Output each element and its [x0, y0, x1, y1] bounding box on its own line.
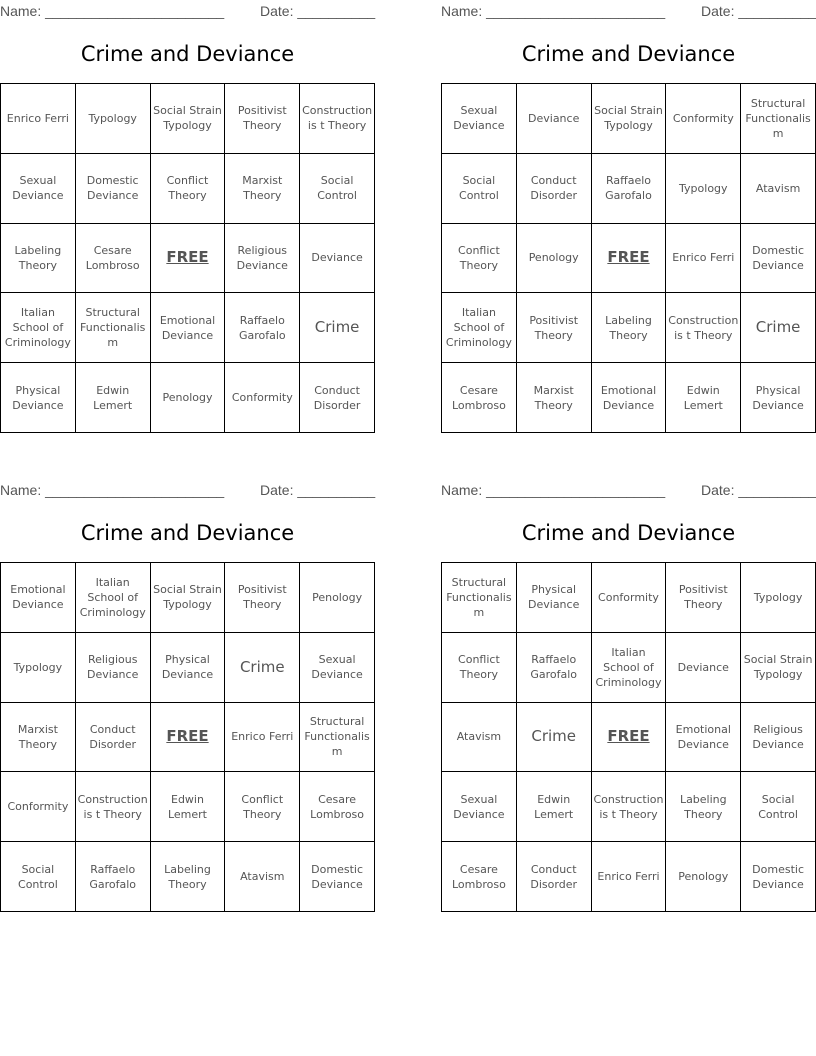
- bingo-cell: Social Control: [1, 842, 76, 912]
- bingo-cell: Emotional Deviance: [666, 703, 741, 773]
- bingo-cell: Typology: [1, 633, 76, 703]
- free-space-cell: FREE: [151, 703, 226, 773]
- bingo-cell: Typology: [76, 84, 151, 154]
- bingo-cell: Positivist Theory: [666, 563, 741, 633]
- bingo-grid: [0, 83, 375, 433]
- bingo-cell: Crime: [741, 293, 816, 363]
- bingo-cell: Italian School of Criminology: [76, 563, 151, 633]
- bingo-cell: Edwin Lemert: [76, 363, 151, 433]
- bingo-cell: Social Strain Typology: [741, 633, 816, 703]
- bingo-cell: Crime: [517, 703, 592, 773]
- card-title: Crime and Deviance: [521, 521, 736, 545]
- name-field: Name: _______________________: [0, 3, 225, 19]
- bingo-card-4: [441, 479, 816, 891]
- bingo-cell: Social Strain Typology: [592, 84, 667, 154]
- bingo-cell: Marxist Theory: [517, 363, 592, 433]
- bingo-cell: Typology: [741, 563, 816, 633]
- date-field: Date: __________: [701, 3, 816, 19]
- bingo-cell: Conformity: [225, 363, 300, 433]
- bingo-cell: Raffaelo Garofalo: [592, 154, 667, 224]
- bingo-cell: Physical Deviance: [1, 363, 76, 433]
- free-space-cell: FREE: [151, 224, 226, 294]
- bingo-cell: Penology: [666, 842, 741, 912]
- bingo-card-1: [0, 0, 376, 412]
- bingo-cell: Conformity: [1, 772, 76, 842]
- bingo-cell: Structural Functionalism: [442, 563, 517, 633]
- bingo-cell: Conduct Disorder: [517, 842, 592, 912]
- bingo-cell: Cesare Lombroso: [442, 842, 517, 912]
- bingo-cell: Raffaelo Garofalo: [225, 293, 300, 363]
- bingo-cell: Atavism: [225, 842, 300, 912]
- bingo-cell: Structural Functionalism: [300, 703, 375, 773]
- bingo-cell: Emotional Deviance: [592, 363, 667, 433]
- bingo-cell: Labeling Theory: [666, 772, 741, 842]
- bingo-cell: Enrico Ferri: [1, 84, 76, 154]
- card-header: [0, 0, 375, 22]
- bingo-cell: Conduct Disorder: [300, 363, 375, 433]
- card-title: Crime and Deviance: [80, 521, 295, 545]
- bingo-cell: Enrico Ferri: [666, 224, 741, 294]
- bingo-cell: Italian School of Criminology: [442, 293, 517, 363]
- bingo-cell: Marxist Theory: [225, 154, 300, 224]
- bingo-cell: Enrico Ferri: [225, 703, 300, 773]
- bingo-cell: Raffaelo Garofalo: [517, 633, 592, 703]
- bingo-cell: Domestic Deviance: [300, 842, 375, 912]
- bingo-cell: Deviance: [300, 224, 375, 294]
- bingo-cell: Emotional Deviance: [1, 563, 76, 633]
- bingo-cell: Physical Deviance: [517, 563, 592, 633]
- bingo-cell: Constructionis t Theory: [666, 293, 741, 363]
- bingo-cell: Conflict Theory: [442, 224, 517, 294]
- bingo-grid: [441, 562, 816, 912]
- card-header: [441, 0, 816, 22]
- bingo-cell: Sexual Deviance: [1, 154, 76, 224]
- bingo-cell: Conflict Theory: [442, 633, 517, 703]
- bingo-cell: Sexual Deviance: [442, 772, 517, 842]
- card-header: [441, 479, 816, 501]
- free-space-cell: FREE: [592, 703, 667, 773]
- card-title: Crime and Deviance: [521, 42, 736, 66]
- bingo-cell: Conformity: [592, 563, 667, 633]
- bingo-cell: Structural Functionalism: [741, 84, 816, 154]
- bingo-cell: Domestic Deviance: [741, 224, 816, 294]
- bingo-cell: Enrico Ferri: [592, 842, 667, 912]
- bingo-cell: Religious Deviance: [76, 633, 151, 703]
- bingo-cell: Penology: [517, 224, 592, 294]
- bingo-cell: Structural Functionalism: [76, 293, 151, 363]
- bingo-cell: Sexual Deviance: [300, 633, 375, 703]
- bingo-cell: Edwin Lemert: [666, 363, 741, 433]
- bingo-cell: Domestic Deviance: [741, 842, 816, 912]
- bingo-cell: Conduct Disorder: [517, 154, 592, 224]
- bingo-cell: Social Control: [442, 154, 517, 224]
- bingo-grid: [441, 83, 816, 433]
- bingo-cell: Physical Deviance: [741, 363, 816, 433]
- bingo-cell: Emotional Deviance: [151, 293, 226, 363]
- bingo-cell: Marxist Theory: [1, 703, 76, 773]
- bingo-cell: Labeling Theory: [1, 224, 76, 294]
- bingo-cell: Cesare Lombroso: [442, 363, 517, 433]
- bingo-cell: Domestic Deviance: [76, 154, 151, 224]
- bingo-cell: Religious Deviance: [225, 224, 300, 294]
- bingo-cell: Atavism: [741, 154, 816, 224]
- bingo-cell: Penology: [151, 363, 226, 433]
- bingo-cell: Positivist Theory: [225, 563, 300, 633]
- bingo-cell: Conformity: [666, 84, 741, 154]
- bingo-cell: Positivist Theory: [225, 84, 300, 154]
- bingo-cell: Social Control: [741, 772, 816, 842]
- bingo-cell: Crime: [300, 293, 375, 363]
- bingo-card-3: [0, 479, 376, 891]
- bingo-cell: Italian School of Criminology: [592, 633, 667, 703]
- bingo-cell: Religious Deviance: [741, 703, 816, 773]
- bingo-cell: Deviance: [517, 84, 592, 154]
- bingo-cell: Conflict Theory: [151, 154, 226, 224]
- date-field: Date: __________: [701, 482, 816, 498]
- bingo-cell: Atavism: [442, 703, 517, 773]
- bingo-cell: Physical Deviance: [151, 633, 226, 703]
- bingo-cell: Edwin Lemert: [151, 772, 226, 842]
- bingo-cell: Crime: [225, 633, 300, 703]
- card-header: [0, 479, 375, 501]
- bingo-cell: Italian School of Criminology: [1, 293, 76, 363]
- bingo-cell: Positivist Theory: [517, 293, 592, 363]
- bingo-cell: Social Strain Typology: [151, 84, 226, 154]
- bingo-cell: Raffaelo Garofalo: [76, 842, 151, 912]
- date-field: Date: __________: [260, 3, 376, 19]
- bingo-cell: Penology: [300, 563, 375, 633]
- bingo-cell: Labeling Theory: [592, 293, 667, 363]
- bingo-cell: Labeling Theory: [151, 842, 226, 912]
- bingo-cell: Sexual Deviance: [442, 84, 517, 154]
- free-space-cell: FREE: [592, 224, 667, 294]
- bingo-cell: Edwin Lemert: [517, 772, 592, 842]
- bingo-cell: Social Strain Typology: [151, 563, 226, 633]
- bingo-grid: [0, 562, 375, 912]
- bingo-card-2: [441, 0, 816, 412]
- bingo-cell: Constructionis t Theory: [76, 772, 151, 842]
- bingo-cell: Deviance: [666, 633, 741, 703]
- name-field: Name: _______________________: [441, 3, 666, 19]
- bingo-cell: Constructionis t Theory: [592, 772, 667, 842]
- name-field: Name: _______________________: [0, 482, 225, 498]
- bingo-cell: Typology: [666, 154, 741, 224]
- bingo-cell: Cesare Lombroso: [300, 772, 375, 842]
- name-field: Name: _______________________: [441, 482, 666, 498]
- bingo-cell: Constructionis t Theory: [300, 84, 375, 154]
- card-title: Crime and Deviance: [80, 42, 295, 66]
- bingo-cell: Cesare Lombroso: [76, 224, 151, 294]
- bingo-cell: Conduct Disorder: [76, 703, 151, 773]
- bingo-cell: Conflict Theory: [225, 772, 300, 842]
- bingo-cell: Social Control: [300, 154, 375, 224]
- date-field: Date: __________: [260, 482, 376, 498]
